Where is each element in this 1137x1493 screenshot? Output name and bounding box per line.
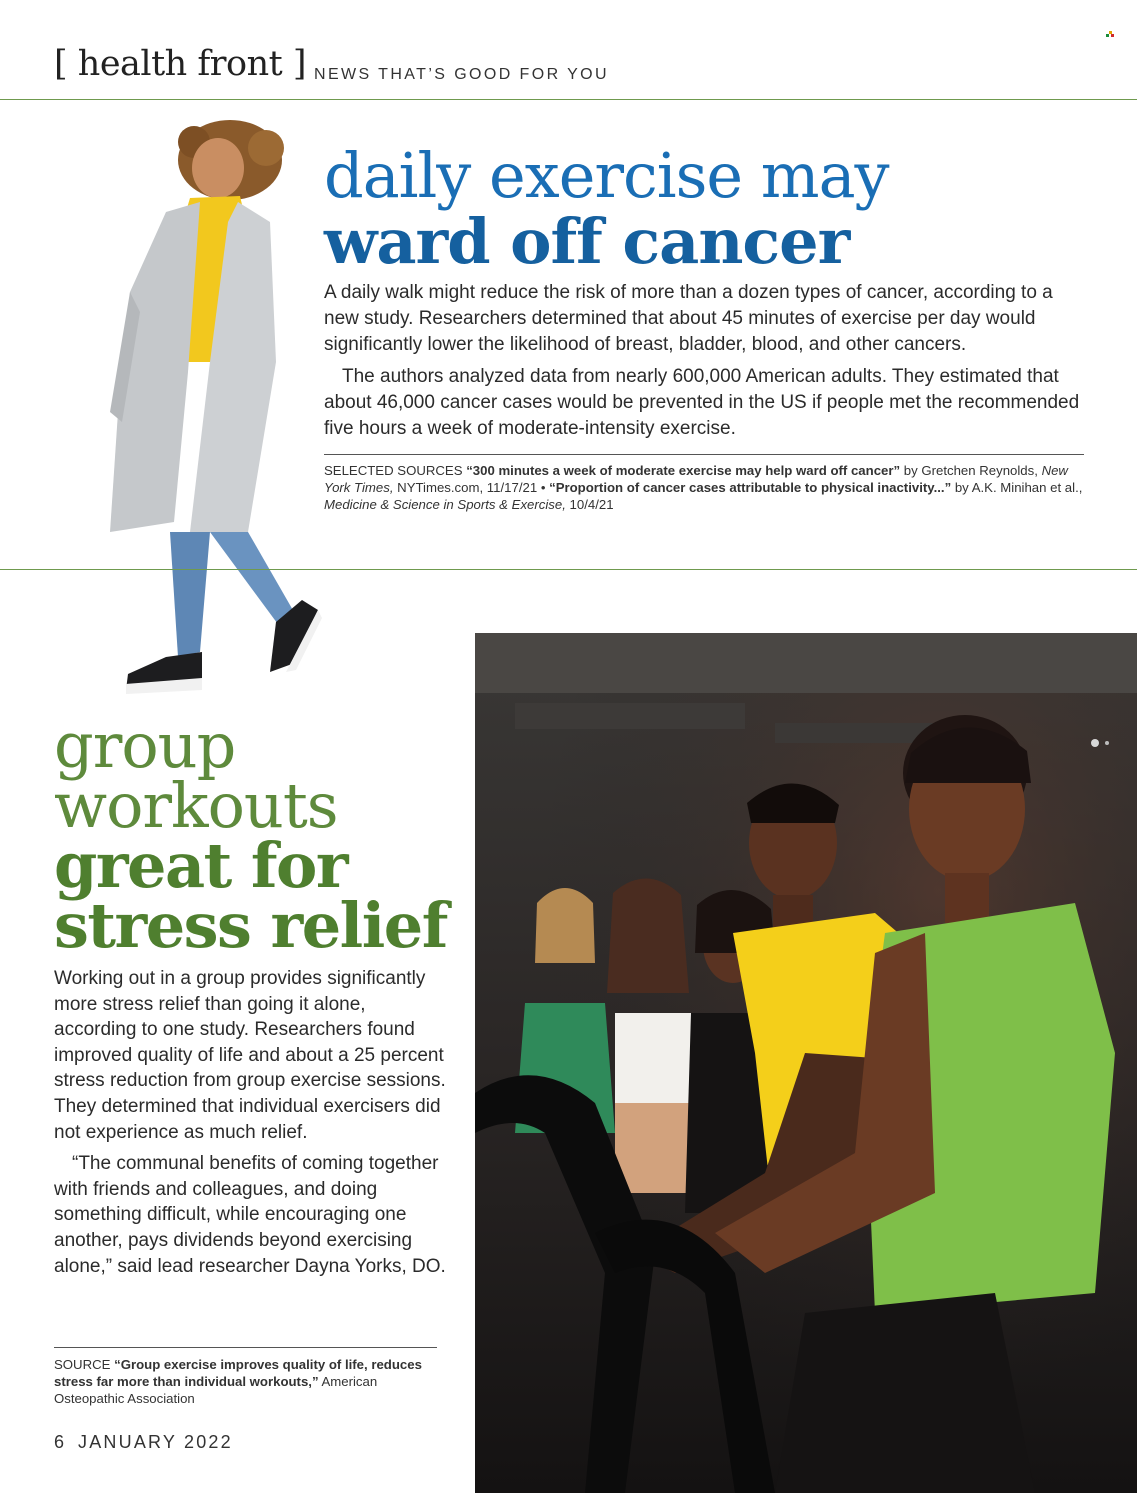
source-label: SOURCE	[54, 1357, 111, 1372]
group-workout-photo	[475, 633, 1137, 1493]
source-author: by A.K. Minihan et al.,	[951, 480, 1083, 495]
source-divider	[54, 1347, 437, 1348]
source-detail: American Osteopathic Association	[54, 1374, 378, 1406]
section-divider	[0, 569, 1137, 570]
source-title: “Proportion of cancer cases attributable to physical inactivity...”	[549, 480, 952, 495]
source-publication: New York Times,	[324, 463, 1068, 495]
headline-line: workouts	[54, 769, 338, 842]
article1-sources	[324, 462, 1094, 513]
article2-paragraph: “The communal benefits of coming together with friends and colleagues, and doing something difficult, while encouraging one another, pays dividends beyond exercising alone,” said lead researcher Dayna Yorks, DO.	[54, 1153, 446, 1277]
article1-paragraph: The authors analyzed data from nearly 600,000 American adults. They estimated that about 46,000 cancer cases would be prevented in the US if people met the recommended five hours a week of moderate-intensity exercise.	[324, 366, 1080, 439]
article2-source	[54, 1356, 434, 1407]
headline-line: stress relief	[54, 889, 447, 962]
source-title: “Group exercise improves quality of life, reduces stress far more than individual workouts,”	[54, 1357, 422, 1389]
article1-headline-light: daily exercise may	[324, 139, 889, 212]
article1-paragraph: A daily walk might reduce the risk of more than a dozen types of cancer, according to a new study. Researchers determined that about 45 minutes of exercise per day would significantly lower the likelihood of breast, bladder, blood, and other cancers.	[324, 282, 1053, 355]
walking-woman-photo	[70, 112, 330, 702]
article2-body	[54, 966, 449, 1279]
section-tagline: NEWS THAT’S GOOD FOR YOU	[314, 66, 609, 83]
header-divider	[0, 99, 1137, 100]
article2-headline-bold	[54, 829, 447, 962]
page-folio	[54, 1432, 233, 1453]
sources-label: SELECTED SOURCES	[324, 463, 463, 478]
article1-headline-bold: ward off cancer	[324, 205, 850, 278]
source-detail: 10/4/21	[565, 497, 614, 512]
section-name: [ health front ]	[54, 44, 306, 84]
article2-headline-light	[54, 709, 338, 842]
source-publication: Medicine & Science in Sports & Exercise,	[324, 497, 566, 512]
article1-body	[324, 280, 1084, 442]
source-title: “300 minutes a week of moderate exercise may help ward off cancer”	[466, 463, 901, 478]
issue-date: JANUARY 2022	[78, 1432, 233, 1452]
source-detail: NYTimes.com, 11/17/21 •	[393, 480, 550, 495]
sources-divider	[324, 454, 1084, 455]
color-registration-mark	[1106, 31, 1114, 38]
article2-paragraph: Working out in a group provides significantly more stress relief than going it alone, according to one study. Researchers found improved quality of life and about a 25 percent stress reduction from group exercise sessions. They determined that individual exercisers did not experience as much relief.	[54, 968, 446, 1143]
headline-line: group	[54, 709, 236, 782]
source-author: by Gretchen Reynolds,	[900, 463, 1042, 478]
headline-line: great for	[54, 829, 348, 902]
page-number: 6	[54, 1432, 65, 1452]
